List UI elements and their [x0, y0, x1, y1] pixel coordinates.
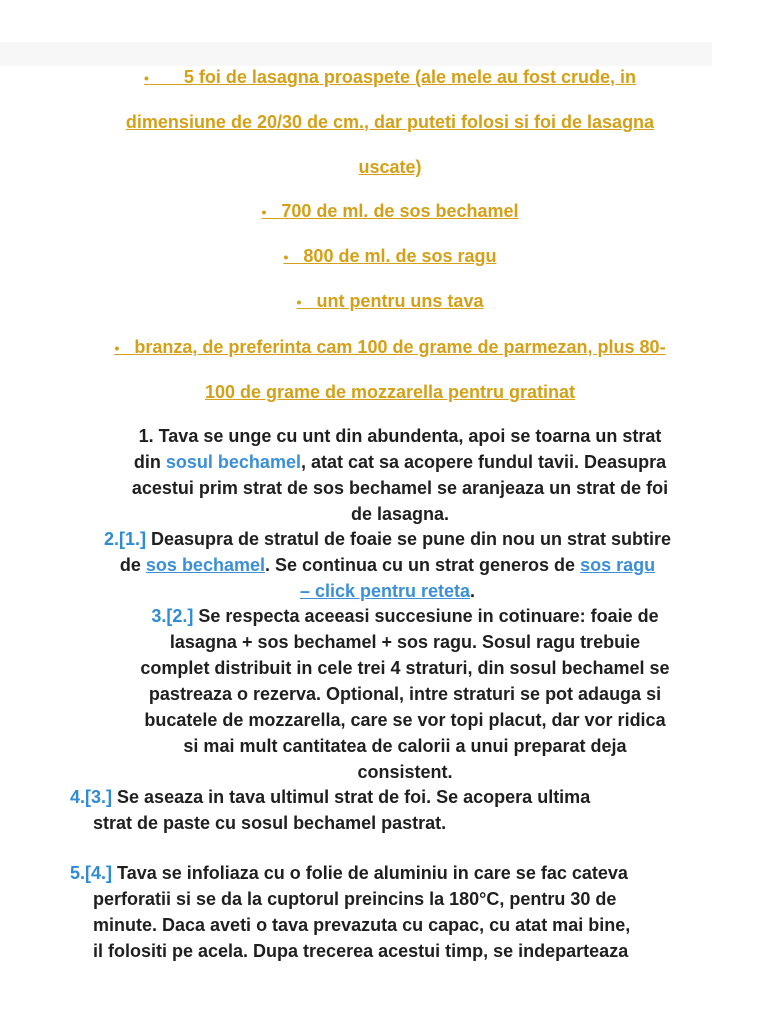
- ingredient-text: 100 de grame de mozzarella pentru gratinat: [204, 382, 576, 402]
- step-3-line-2: [80, 629, 730, 655]
- step-2-line-3: [55, 578, 720, 604]
- step-3-line-5: [80, 707, 730, 733]
- step-5-line-4: [70, 938, 720, 964]
- click-pentru-reteta-link[interactable]: – click pentru reteta: [299, 581, 471, 601]
- ingredient-item-5-line-2: [60, 381, 720, 403]
- step-text: bucatele de mozzarella, care se vor topi placut, dar vor ridica: [144, 710, 666, 730]
- step-text: din: [133, 452, 161, 472]
- top-bar: [0, 42, 712, 66]
- ingredient-item-4: [60, 290, 720, 313]
- step-text: il folositi pe acela. Dupa trecerea acestui timp, se indeparteaza: [93, 941, 629, 961]
- step-text: Tava se infoliaza cu o folie de aluminiu in care se fac cateva: [117, 863, 628, 883]
- step-3: [80, 603, 730, 785]
- step-number: 3.[2.]: [151, 606, 194, 626]
- step-4-line-2: [70, 810, 710, 836]
- step-5-line-2: [70, 886, 720, 912]
- ingredient-text: uscate): [358, 157, 422, 177]
- bullet-icon: •: [261, 204, 267, 220]
- ingredient-item-5-line-1: [60, 336, 720, 359]
- ingredient-text: 700 de ml. de sos bechamel: [281, 201, 519, 221]
- step-4: [70, 784, 710, 836]
- step-text: . Se continua cu un strat generos de: [264, 555, 576, 575]
- ingredient-text: 5 foi de lasagna proaspete (ale mele au fost crude, in: [183, 67, 637, 87]
- bullet-icon: •: [283, 249, 289, 265]
- bullet-icon: •: [143, 70, 149, 86]
- step-text: si mai mult cantitatea de calorii a unui preparat deja: [183, 736, 627, 756]
- ingredient-item-3: [60, 245, 720, 268]
- ingredient-text: dimensiune de 20/30 de cm., dar puteti folosi si foi de lasagna: [125, 112, 655, 132]
- step-2-line-1: [55, 526, 720, 552]
- step-1-line-3: [60, 475, 740, 501]
- step-text: consistent.: [357, 762, 453, 782]
- bullet-icon: •: [114, 340, 120, 356]
- step-number: 5.[4.]: [70, 863, 113, 883]
- step-text: lasagna + sos bechamel + sos ragu. Sosul ragu trebuie: [169, 632, 641, 652]
- step-2-line-2: [55, 552, 720, 578]
- step-text: pastreaza o rezerva. Optional, intre straturi se pot adauga si: [148, 684, 662, 704]
- step-3-line-3: [80, 655, 730, 681]
- step-text: perforatii si se da la cuptorul preincins la 180°C, pentru 30 de: [93, 889, 617, 909]
- step-3-line-6: [80, 733, 730, 759]
- step-2: [55, 526, 720, 604]
- step-text: , atat cat sa acopere fundul tavii. Deasupra: [300, 452, 667, 472]
- bullet-icon: •: [296, 294, 302, 310]
- ingredient-item-2: [60, 200, 720, 223]
- ingredient-text: branza, de preferinta cam 100 de grame de parmezan, plus 80-: [134, 337, 666, 357]
- step-text: complet distribuit in cele trei 4 straturi, din sosul bechamel se: [140, 658, 670, 678]
- sosul-bechamel-link[interactable]: sosul bechamel: [165, 452, 301, 472]
- sos-ragu-link[interactable]: sos ragu: [580, 555, 656, 575]
- step-text: Se respecta aceeasi succesiune in cotinuare: foaie de: [198, 606, 659, 626]
- step-5-line-1: [70, 860, 720, 886]
- step-5: [70, 860, 720, 964]
- ingredient-text: 800 de ml. de sos ragu: [303, 246, 497, 266]
- step-1-line-1: [60, 423, 740, 449]
- ingredient-item-1-line-3: [60, 156, 720, 178]
- step-text: de: [119, 555, 141, 575]
- step-text: .: [470, 581, 476, 601]
- ingredient-text: unt pentru uns tava: [316, 291, 484, 311]
- step-number: 1.: [138, 426, 154, 446]
- step-text: minute. Daca aveti o tava prevazuta cu capac, cu atat mai bine,: [93, 915, 631, 935]
- step-text: Tava se unge cu unt din abundenta, apoi se toarna un strat: [158, 426, 662, 446]
- sos-bechamel-link[interactable]: sos bechamel: [145, 555, 265, 575]
- step-1: [60, 423, 740, 527]
- step-3-line-1: [80, 603, 730, 629]
- step-number: 4.[3.]: [70, 787, 113, 807]
- step-1-line-2: [60, 449, 740, 475]
- step-3-line-7: [80, 759, 730, 785]
- ingredient-item-1-line-2: [60, 111, 720, 133]
- ingredient-item-1-line-1: [60, 66, 720, 89]
- step-4-line-1: [70, 784, 710, 810]
- step-5-line-3: [70, 912, 720, 938]
- step-text: strat de paste cu sosul bechamel pastrat.: [93, 813, 447, 833]
- step-text: Deasupra de stratul de foaie se pune din nou un strat subtire: [150, 529, 672, 549]
- step-text: Se aseaza in tava ultimul strat de foi. Se acopera ultima: [117, 787, 591, 807]
- step-1-line-4: [60, 501, 740, 527]
- step-text: de lasagna.: [350, 504, 450, 524]
- step-text: acestui prim strat de sos bechamel se aranjeaza un strat de foi: [131, 478, 669, 498]
- step-3-line-4: [80, 681, 730, 707]
- step-number: 2.[1.]: [103, 529, 146, 549]
